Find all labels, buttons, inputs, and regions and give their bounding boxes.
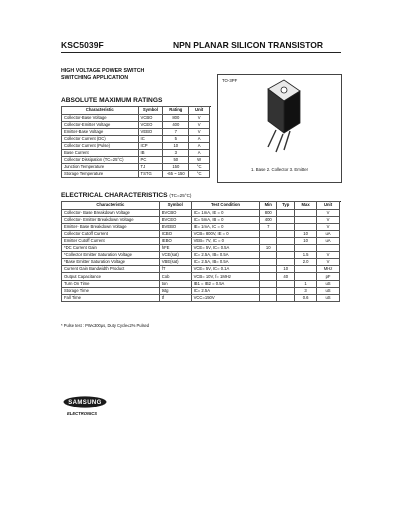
table-cell: V: [317, 216, 340, 223]
table-cell: 800: [260, 209, 277, 216]
table-cell: V: [189, 128, 210, 135]
table-cell: [277, 209, 295, 216]
table-row: [62, 259, 340, 266]
table-cell: 1.5: [295, 252, 317, 259]
table-cell: IB1 = IB2 = 0.5A: [191, 280, 260, 287]
table-cell: 50: [163, 157, 189, 164]
elec-table: [61, 201, 340, 302]
table-cell: °C: [189, 164, 210, 171]
table-cell: [295, 223, 317, 230]
table-cell: Collector- Base Breakdown Voltage: [62, 209, 160, 216]
transistor-body: [268, 80, 300, 152]
table-cell: VCE(sat): [159, 252, 191, 259]
table-cell: 5: [163, 135, 189, 142]
table-cell: fT: [159, 266, 191, 273]
table-cell: Junction Temperature: [62, 164, 139, 171]
table-cell: [317, 245, 340, 252]
table-cell: Collector-Base Voltage: [62, 114, 139, 121]
table-cell: PC: [138, 157, 163, 164]
table-cell: Emitter-Base Voltage: [62, 128, 139, 135]
table-cell: VCEO: [138, 121, 163, 128]
table-cell: Output Capacitance: [62, 273, 160, 280]
table-cell: [277, 245, 295, 252]
table-cell: IC= 5mA, IB = 0: [191, 216, 260, 223]
table-row: [62, 280, 340, 287]
table-cell: MHz: [317, 266, 340, 273]
abs-max-heading: ABSOLUTE MAXIMUM RATINGS: [61, 97, 163, 104]
table-row: [62, 230, 340, 237]
table-cell: hFE: [159, 245, 191, 252]
table-cell: pF: [317, 273, 340, 280]
table-row: [62, 164, 210, 171]
table-row: [62, 223, 340, 230]
table-cell: Current Gain Bandwidth Product: [62, 266, 160, 273]
table-cell: Collector Cutoff Current: [62, 230, 160, 237]
table-cell: [277, 230, 295, 237]
table-cell: uA: [317, 230, 340, 237]
elec-heading: [61, 192, 191, 199]
table-cell: V: [317, 209, 340, 216]
col-header: Min: [260, 202, 277, 210]
table-cell: 2.0: [295, 259, 317, 266]
table-cell: [277, 280, 295, 287]
brand-subtext: ELECTRONICS: [67, 411, 98, 416]
col-header: Unit: [317, 202, 340, 210]
table-cell: ICP: [138, 142, 163, 149]
table-cell: Collector- Emitter Breakdown Voltage: [62, 216, 160, 223]
pin-caption: 1. Base 2. Collector 3. Emitter: [250, 167, 309, 172]
table-cell: uS: [317, 280, 340, 287]
part-number: KSC5039F: [61, 40, 104, 50]
package-label: TO-3PF: [222, 78, 238, 83]
table-cell: ton: [159, 280, 191, 287]
table-cell: V: [317, 223, 340, 230]
table-cell: V: [189, 114, 210, 121]
table-cell: *DC Current Gain: [62, 245, 160, 252]
table-row: [62, 216, 340, 223]
table-cell: [260, 259, 277, 266]
table-cell: [295, 245, 317, 252]
table-cell: VCB= 10V, f= 1MHz: [191, 273, 260, 280]
table-cell: [260, 266, 277, 273]
table-row: [62, 114, 210, 121]
table-cell: VCBO: [138, 114, 163, 121]
application-line: HIGH VOLTAGE POWER SWITCH: [61, 68, 145, 74]
table-cell: [295, 216, 317, 223]
table-cell: 150: [163, 164, 189, 171]
table-cell: [277, 237, 295, 244]
table-cell: 400: [163, 121, 189, 128]
table-cell: [277, 252, 295, 259]
table-cell: IC: [138, 135, 163, 142]
table-cell: Collector Current (DC): [62, 135, 139, 142]
application-line: SWITCHING APPLICATION: [61, 75, 129, 81]
table-cell: VBE(sat): [159, 259, 191, 266]
elec-heading-condition: (TC=25°C): [169, 193, 192, 198]
table-cell: IEBO: [159, 237, 191, 244]
table-cell: 10: [295, 237, 317, 244]
table-cell: uS: [317, 287, 340, 294]
table-row: [62, 273, 340, 280]
col-header: Characteristic: [62, 107, 139, 115]
table-cell: TSTG: [138, 171, 163, 178]
table-row: [62, 287, 340, 294]
table-cell: TJ: [138, 164, 163, 171]
table-cell: [277, 223, 295, 230]
table-cell: VCB= 800V, IE = 0: [191, 230, 260, 237]
table-cell: *Collector Emitter Saturation Voltage: [62, 252, 160, 259]
table-row: [62, 128, 210, 135]
table-cell: VCE= 5V, IC= 0.1A: [191, 266, 260, 273]
col-header: Typ: [277, 202, 295, 210]
table-cell: V: [317, 252, 340, 259]
samsung-logo: [63, 396, 107, 408]
table-cell: [295, 266, 317, 273]
table-cell: [277, 216, 295, 223]
table-row: [62, 209, 340, 216]
table-cell: IE= 1mA, IC = 0: [191, 223, 260, 230]
col-header: Max: [295, 202, 317, 210]
col-header: Unit: [189, 107, 210, 115]
col-header: Rating: [163, 107, 189, 115]
table-cell: [295, 273, 317, 280]
col-header: Test Condition: [191, 202, 260, 210]
table-cell: [260, 294, 277, 301]
table-cell: tf: [159, 294, 191, 301]
table-cell: Turn On Time: [62, 280, 160, 287]
table-cell: *Base Emitter Saturation Voltage: [62, 259, 160, 266]
table-cell: Emitter- Base Breakdown Voltage: [62, 223, 160, 230]
table-cell: VCE= 5V, IC= 0.5A: [191, 245, 260, 252]
package-box: [217, 74, 342, 183]
table-cell: IB: [138, 150, 163, 157]
table-cell: 3: [295, 287, 317, 294]
table-cell: 400: [260, 216, 277, 223]
table-cell: 7: [163, 128, 189, 135]
table-cell: Base Current: [62, 150, 139, 157]
table-cell: Storage Temperature: [62, 171, 139, 178]
table-cell: Storage Time: [62, 287, 160, 294]
table-row: [62, 121, 210, 128]
table-cell: IC= 1mA, IE = 0: [191, 209, 260, 216]
table-cell: 10: [277, 266, 295, 273]
table-cell: 10: [295, 230, 317, 237]
table-cell: V: [189, 121, 210, 128]
table-cell: Collector Current (Pulse): [62, 142, 139, 149]
table-row: [62, 252, 340, 259]
table-cell: [260, 230, 277, 237]
table-row: [62, 171, 210, 178]
header-rule: [61, 52, 341, 53]
table-cell: uA: [317, 237, 340, 244]
table-cell: IC= 2.5A, IB= 0.5A: [191, 252, 260, 259]
footnote: * Pulse test : PW≤300μs, Duty Cycle≤2% Pulsed: [61, 323, 150, 328]
table-row: [62, 237, 340, 244]
col-header: Characteristic: [62, 202, 160, 210]
table-cell: BVEBO: [159, 223, 191, 230]
table-cell: IC= 2.5A: [191, 287, 260, 294]
table-cell: A: [189, 142, 210, 149]
table-cell: [277, 259, 295, 266]
table-row: [62, 135, 210, 142]
table-cell: Collector-Emitter Voltage: [62, 121, 139, 128]
table-cell: °C: [189, 171, 210, 178]
table-cell: [260, 273, 277, 280]
table-cell: [277, 287, 295, 294]
table-cell: W: [189, 157, 210, 164]
document-title: NPN PLANAR SILICON TRANSISTOR: [173, 40, 324, 50]
table-cell: VCC=150V: [191, 294, 260, 301]
col-header: Symbol: [138, 107, 163, 115]
table-cell: [260, 287, 277, 294]
table-cell: 3: [163, 150, 189, 157]
table-cell: Cob: [159, 273, 191, 280]
table-row: [62, 142, 210, 149]
table-cell: tstg: [159, 287, 191, 294]
table-cell: V: [317, 259, 340, 266]
table-cell: -65 ~ 150: [163, 171, 189, 178]
elec-body: [62, 209, 340, 301]
table-cell: Emitter Cutoff Current: [62, 237, 160, 244]
table-cell: 10: [163, 142, 189, 149]
table-cell: VEBO: [138, 128, 163, 135]
col-header: Symbol: [159, 202, 191, 210]
logo-text: SAMSUNG: [68, 400, 102, 407]
table-cell: [260, 280, 277, 287]
table-cell: 40: [277, 273, 295, 280]
abs-max-table: [61, 106, 210, 178]
table-cell: Collector Dissipation (TC=25°C): [62, 157, 139, 164]
table-cell: [260, 252, 277, 259]
table-cell: 7: [260, 223, 277, 230]
package-drawing: [218, 75, 341, 167]
table-cell: uS: [317, 294, 340, 301]
table-cell: IC= 2.5A, IB= 0.5A: [191, 259, 260, 266]
table-cell: 0.6: [295, 294, 317, 301]
elec-heading-text: ELECTRICAL CHARACTERISTICS: [61, 192, 168, 199]
table-row: [62, 150, 210, 157]
abs-max-body: [62, 114, 210, 178]
table-row: [62, 266, 340, 273]
table-cell: 1: [295, 280, 317, 287]
table-cell: [295, 209, 317, 216]
table-cell: [260, 237, 277, 244]
table-row: [62, 245, 340, 252]
table-row: [62, 157, 210, 164]
table-cell: Fall Time: [62, 294, 160, 301]
table-cell: BVCEO: [159, 216, 191, 223]
table-cell: BVCBO: [159, 209, 191, 216]
table-row: [62, 294, 340, 301]
table-cell: 800: [163, 114, 189, 121]
table-cell: [277, 294, 295, 301]
table-cell: A: [189, 135, 210, 142]
table-cell: A: [189, 150, 210, 157]
table-cell: ICBO: [159, 230, 191, 237]
table-cell: VEB= 7V, IC = 0: [191, 237, 260, 244]
table-cell: 10: [260, 245, 277, 252]
applications: [61, 68, 144, 82]
